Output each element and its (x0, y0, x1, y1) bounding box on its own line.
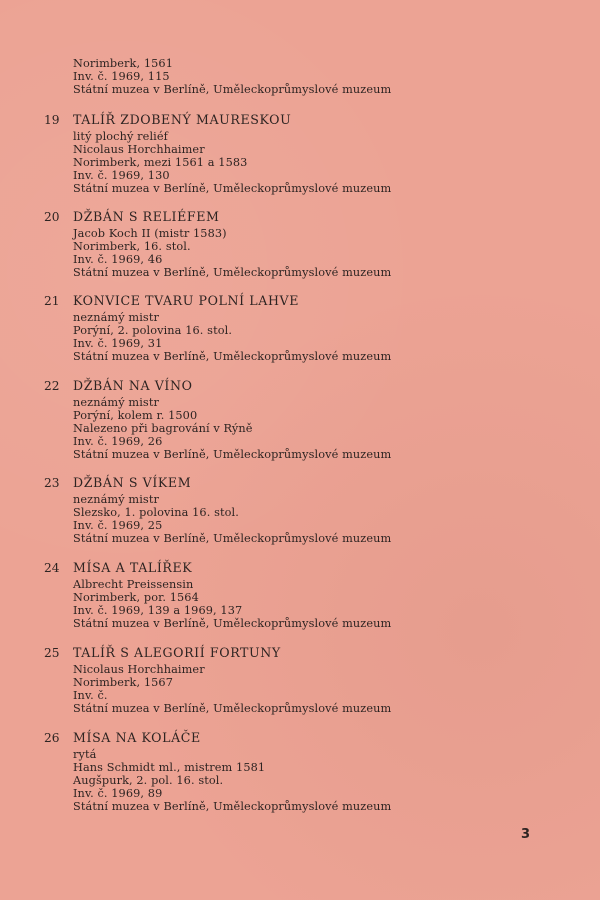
entry-25-number: 25 (44, 646, 60, 660)
entry-23-line: Slezsko, 1. polovina 16. stol. (73, 506, 239, 519)
entry-22-line: neznámý mistr (73, 396, 159, 409)
entry-24-line: Státní muzea v Berlíně, Uměleckoprůmyslové muzeum (73, 617, 392, 630)
entry-25-line: Inv. č. (73, 689, 108, 702)
entry-24-line: Inv. č. 1969, 139 a 1969, 137 (73, 604, 243, 617)
entry-19-line: Nicolaus Horchhaimer (73, 143, 205, 156)
entry-25-line: Nicolaus Horchhaimer (73, 663, 205, 676)
entry-20-line: Inv. č. 1969, 46 (73, 253, 163, 266)
entry-18-line: Státní muzea v Berlíně, Uměleckoprůmyslové muzeum (73, 83, 392, 96)
entry-20-line: Jacob Koch II (mistr 1583) (73, 227, 227, 240)
entry-20-title: DŽBÁN S RELIÉFEM (73, 209, 220, 224)
entry-20-line: Norimberk, 16. stol. (73, 240, 191, 253)
entry-26-line: Hans Schmidt ml., mistrem 1581 (73, 761, 266, 774)
entry-19-title: TALÍŘ ZDOBENÝ MAURESKOU (73, 112, 292, 127)
entry-23-line: Státní muzea v Berlíně, Uměleckoprůmyslové muzeum (73, 532, 392, 545)
entry-25-line: Státní muzea v Berlíně, Uměleckoprůmyslové muzeum (73, 702, 392, 715)
entry-23-line: neznámý mistr (73, 493, 159, 506)
entry-22-number: 22 (44, 379, 60, 393)
entry-19-number: 19 (44, 113, 60, 127)
entry-24-number: 24 (44, 561, 60, 575)
entry-21-line: Státní muzea v Berlíně, Uměleckoprůmyslové muzeum (73, 350, 392, 363)
entry-18-line: Inv. č. 1969, 115 (73, 70, 170, 83)
entry-22-line: Porýní, kolem r. 1500 (73, 409, 198, 422)
entry-22-line: Nalezeno při bagrování v Rýně (73, 422, 253, 435)
entry-21-line: Porýní, 2. polovina 16. stol. (73, 324, 233, 337)
entry-26-number: 26 (44, 731, 60, 745)
entry-26-line: Augšpurk, 2. pol. 16. stol. (73, 774, 224, 787)
entry-24-title: MÍSA A TALÍŘEK (73, 560, 193, 575)
entry-26-title: MÍSA NA KOLÁČE (73, 730, 201, 745)
entry-26-line: Státní muzea v Berlíně, Uměleckoprůmyslové muzeum (73, 800, 392, 813)
entry-19-line: Státní muzea v Berlíně, Uměleckoprůmyslové muzeum (73, 182, 392, 195)
entry-20-line: Státní muzea v Berlíně, Uměleckoprůmyslové muzeum (73, 266, 392, 279)
entry-21-number: 21 (44, 294, 60, 308)
entry-22-title: DŽBÁN NA VÍNO (73, 378, 193, 393)
entry-26-line: rytá (73, 748, 97, 761)
entry-21-line: neznámý mistr (73, 311, 159, 324)
entry-23-line: Inv. č. 1969, 25 (73, 519, 163, 532)
entry-19-line: Norimberk, mezi 1561 a 1583 (73, 156, 248, 169)
entry-24-line: Albrecht Preissensin (73, 578, 194, 591)
entry-23-number: 23 (44, 476, 60, 490)
entry-23-title: DŽBÁN S VÍKEM (73, 475, 192, 490)
entry-22-line: Inv. č. 1969, 26 (73, 435, 163, 448)
entry-25-line: Norimberk, 1567 (73, 676, 174, 689)
page-number: 3 (521, 827, 531, 842)
entry-19-line: Inv. č. 1969, 130 (73, 169, 170, 182)
entry-19-line: litý plochý reliéf (73, 130, 168, 143)
entry-18-line: Norimberk, 1561 (73, 57, 174, 70)
entry-26-line: Inv. č. 1969, 89 (73, 787, 163, 800)
entry-21-title: KONVICE TVARU POLNÍ LAHVE (73, 293, 300, 308)
entry-25-title: TALÍŘ S ALEGORIÍ FORTUNY (73, 645, 281, 660)
entry-20-number: 20 (44, 210, 60, 224)
entry-21-line: Inv. č. 1969, 31 (73, 337, 163, 350)
entry-24-line: Norimberk, por. 1564 (73, 591, 199, 604)
entry-22-line: Státní muzea v Berlíně, Uměleckoprůmyslové muzeum (73, 448, 392, 461)
